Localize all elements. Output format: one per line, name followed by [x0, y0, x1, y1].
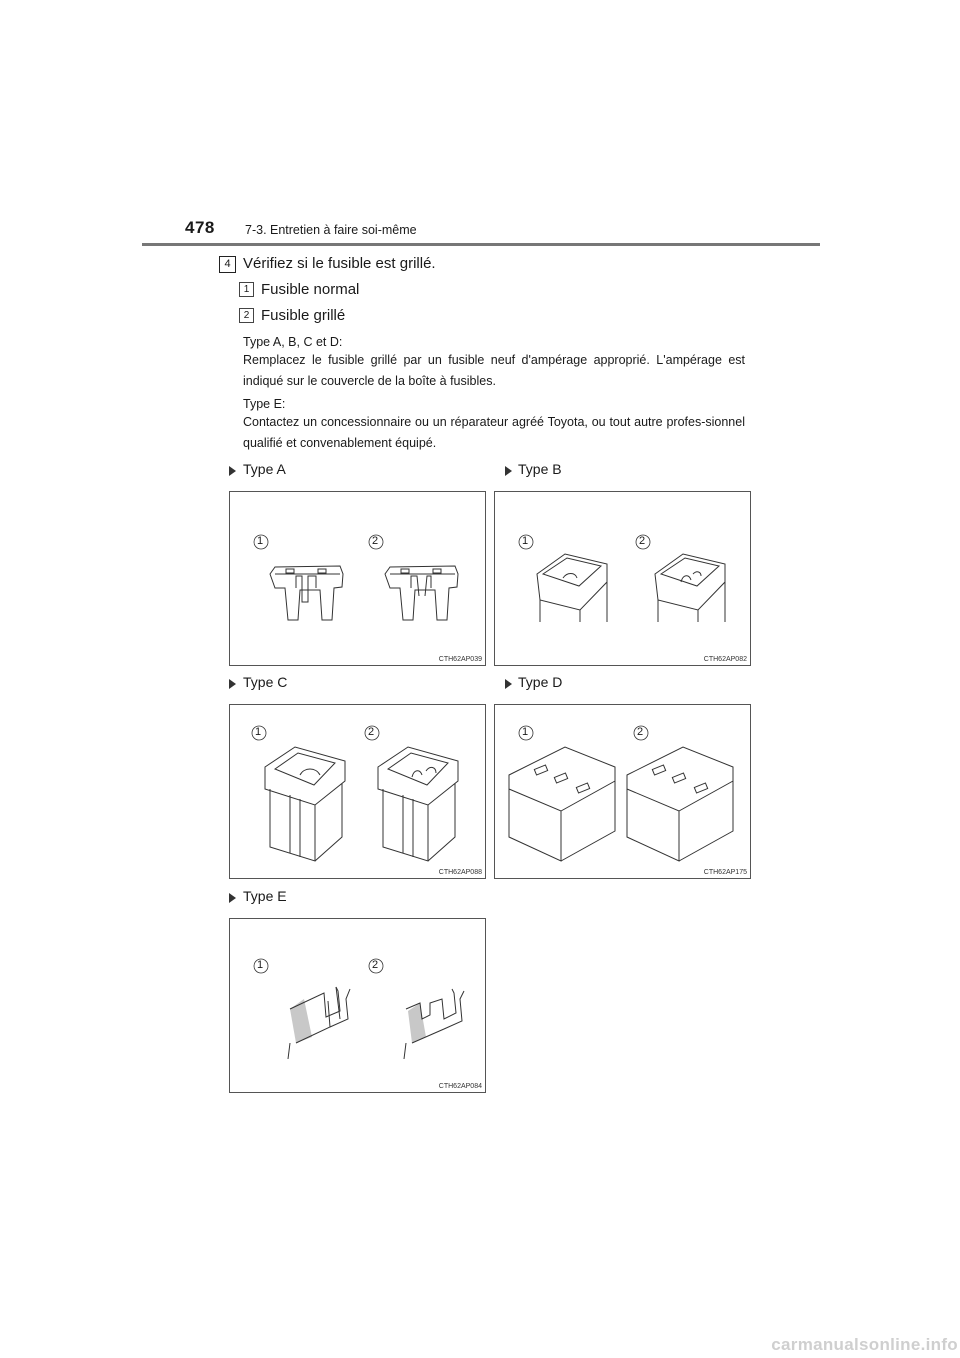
- type-c-label: Type C: [243, 674, 288, 690]
- figure-e-code: CTH62AP084: [438, 1083, 482, 1090]
- note-2-title: Type E:: [243, 397, 286, 411]
- figure-type-b: [494, 491, 751, 666]
- figure-c-callout-2: 2: [368, 726, 375, 738]
- fuse-type-c-illustration: [230, 705, 487, 880]
- figure-a-callout-1: 1: [257, 535, 264, 547]
- figure-c-callout-1: 1: [255, 726, 262, 738]
- figure-e-callout-1: 1: [257, 959, 264, 971]
- figure-d-callout-2: 2: [637, 726, 644, 738]
- watermark: carmanualsonline.info: [771, 1335, 958, 1354]
- figure-type-e: [229, 918, 486, 1093]
- note-1-title: Type A, B, C et D:: [243, 335, 343, 349]
- figure-type-a: [229, 491, 486, 666]
- type-e-arrow-icon: [229, 893, 236, 903]
- step-number-badge: 4: [219, 256, 236, 273]
- fuse-type-d-illustration: [495, 705, 752, 880]
- type-a-label: Type A: [243, 461, 286, 477]
- figure-b-code: CTH62AP082: [703, 656, 747, 663]
- figure-a-code: CTH62AP039: [438, 656, 482, 663]
- type-d-arrow-icon: [505, 679, 512, 689]
- figure-b-callout-1: 1: [522, 535, 529, 547]
- header-rule: [142, 243, 820, 246]
- note-1-text: Remplacez le fusible grillé par un fusible neuf d'ampérage approprié. L'ampérage est indiqué sur le couvercle de la boîte à fusibles.: [243, 353, 745, 388]
- section-title: 7-3. Entretien à faire soi-même: [245, 223, 417, 237]
- type-a-arrow-icon: [229, 466, 236, 476]
- figure-d-code: CTH62AP175: [703, 869, 747, 876]
- fuse-type-a-illustration: [230, 492, 487, 667]
- figure-c-code: CTH62AP088: [438, 869, 482, 876]
- figure-a-callout-2: 2: [372, 535, 379, 547]
- figure-e-callout-2: 2: [372, 959, 379, 971]
- item-1-label: Fusible normal: [261, 281, 360, 298]
- item-1-badge: 1: [239, 282, 254, 297]
- figure-type-d: [494, 704, 751, 879]
- type-e-label: Type E: [243, 888, 287, 904]
- type-b-label: Type B: [518, 461, 562, 477]
- fuse-type-e-illustration: [230, 919, 487, 1094]
- item-2-badge: 2: [239, 308, 254, 323]
- item-2-label: Fusible grillé: [261, 307, 346, 324]
- fuse-type-b-illustration: [495, 492, 752, 667]
- figure-type-c: [229, 704, 486, 879]
- type-c-arrow-icon: [229, 679, 236, 689]
- type-b-arrow-icon: [505, 466, 512, 476]
- page-number: 478: [185, 218, 215, 237]
- figure-b-callout-2: 2: [639, 535, 646, 547]
- step-instruction: Vérifiez si le fusible est grillé.: [243, 255, 436, 272]
- type-d-label: Type D: [518, 674, 563, 690]
- figure-d-callout-1: 1: [522, 726, 529, 738]
- note-2-text: Contactez un concessionnaire ou un réparateur agréé Toyota, ou tout autre profes-sionnel qualifié et convenablement équipé.: [243, 415, 745, 450]
